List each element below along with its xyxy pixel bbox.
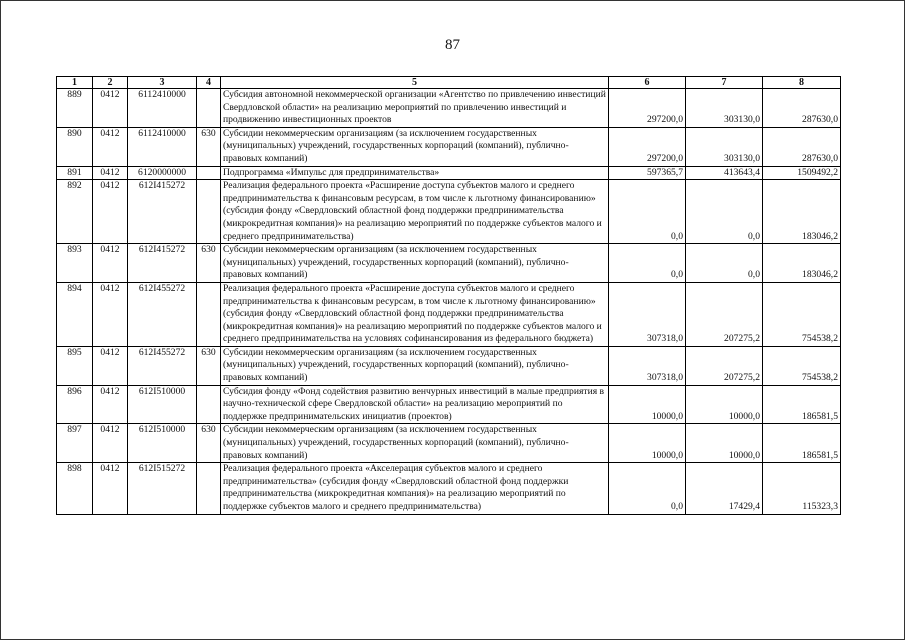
table-row — [57, 89, 841, 128]
amount-col8: 754538,2 — [763, 282, 841, 346]
section-code: 0412 — [93, 127, 128, 166]
row-number: 890 — [57, 127, 93, 166]
target-code: 612I515272 — [128, 463, 197, 514]
target-code: 612I455272 — [128, 346, 197, 385]
amount-col6: 297200,0 — [609, 89, 686, 128]
target-code: 612I455272 — [128, 282, 197, 346]
row-number: 893 — [57, 244, 93, 283]
column-header: 7 — [686, 77, 763, 89]
item-name: Субсидия фонду «Фонд содействия развитию венчурных инвестиций в малые предприятия в научно-технической сфере Свердловской области» на реализацию мероприятий по поддержке предпринимательских инициатив (проектов) — [221, 385, 609, 424]
table-row — [57, 166, 841, 180]
item-name: Реализация федерального проекта «Акселерация субъектов малого и среднего предпринимательства» (субсидия фонду «Свердловский областной фонд поддержки предпринимательства (микрокредитная компания)» на реализацию мероприятий по поддержке субъектов малого и среднего предпринимательства) — [221, 463, 609, 514]
expense-kind — [197, 89, 221, 128]
target-code: 6112410000 — [128, 89, 197, 128]
amount-col7: 303130,0 — [686, 127, 763, 166]
expense-kind — [197, 282, 221, 346]
section-code: 0412 — [93, 463, 128, 514]
table-row — [57, 127, 841, 166]
amount-col7: 303130,0 — [686, 89, 763, 128]
row-number: 895 — [57, 346, 93, 385]
target-code: 612I415272 — [128, 180, 197, 244]
expense-kind: 630 — [197, 424, 221, 463]
target-code: 612I510000 — [128, 424, 197, 463]
budget-table — [56, 76, 841, 515]
amount-col6: 0,0 — [609, 244, 686, 283]
amount-col8: 1509492,2 — [763, 166, 841, 180]
amount-col7: 207275,2 — [686, 346, 763, 385]
section-code: 0412 — [93, 244, 128, 283]
section-code: 0412 — [93, 424, 128, 463]
row-number: 891 — [57, 166, 93, 180]
expense-kind: 630 — [197, 244, 221, 283]
target-code: 6120000000 — [128, 166, 197, 180]
row-number: 898 — [57, 463, 93, 514]
expense-kind: 630 — [197, 346, 221, 385]
header-row — [57, 77, 841, 89]
column-header: 6 — [609, 77, 686, 89]
column-header: 5 — [221, 77, 609, 89]
section-code: 0412 — [93, 282, 128, 346]
row-number: 896 — [57, 385, 93, 424]
table-row — [57, 346, 841, 385]
amount-col8: 186581,5 — [763, 385, 841, 424]
amount-col8: 186581,5 — [763, 424, 841, 463]
item-name: Подпрограмма «Импульс для предпринимательства» — [221, 166, 609, 180]
item-name: Субсидии некоммерческим организациям (за исключением государственных (муниципальных) учреждений, государственных корпораций (компаний), публично-правовых компаний) — [221, 424, 609, 463]
target-code: 612I415272 — [128, 244, 197, 283]
table-row — [57, 244, 841, 283]
column-header: 4 — [197, 77, 221, 89]
expense-kind — [197, 180, 221, 244]
amount-col6: 0,0 — [609, 463, 686, 514]
amount-col7: 207275,2 — [686, 282, 763, 346]
amount-col8: 183046,2 — [763, 244, 841, 283]
expense-kind — [197, 385, 221, 424]
amount-col7: 10000,0 — [686, 385, 763, 424]
target-code: 612I510000 — [128, 385, 197, 424]
table-row — [57, 385, 841, 424]
page-number: 87 — [445, 37, 460, 53]
expense-kind — [197, 463, 221, 514]
column-header: 3 — [128, 77, 197, 89]
table-row — [57, 180, 841, 244]
amount-col6: 597365,7 — [609, 166, 686, 180]
amount-col6: 10000,0 — [609, 385, 686, 424]
item-name: Субсидии некоммерческим организациям (за исключением государственных (муниципальных) учреждений, государственных корпораций (компаний), публично-правовых компаний) — [221, 244, 609, 283]
item-name: Реализация федерального проекта «Расширение доступа субъектов малого и среднего предпринимательства к финансовым ресурсам, в том числе к льготному финансированию» (субсидия фонду «Свердловский областной фонд поддержки предпринимательства (микрокредитная компания)» на реализацию мероприятий по поддержке субъектов малого и среднего предпринимательства) — [221, 180, 609, 244]
amount-col8: 115323,3 — [763, 463, 841, 514]
item-name: Субсидии некоммерческим организациям (за исключением государственных (муниципальных) учреждений, государственных корпораций (компаний), публично-правовых компаний) — [221, 127, 609, 166]
amount-col6: 297200,0 — [609, 127, 686, 166]
amount-col7: 10000,0 — [686, 424, 763, 463]
column-header: 2 — [93, 77, 128, 89]
amount-col7: 0,0 — [686, 180, 763, 244]
amount-col8: 754538,2 — [763, 346, 841, 385]
section-code: 0412 — [93, 346, 128, 385]
section-code: 0412 — [93, 89, 128, 128]
amount-col8: 287630,0 — [763, 127, 841, 166]
amount-col6: 10000,0 — [609, 424, 686, 463]
row-number: 892 — [57, 180, 93, 244]
table-row — [57, 282, 841, 346]
expense-kind: 630 — [197, 127, 221, 166]
expense-kind — [197, 166, 221, 180]
target-code: 6112410000 — [128, 127, 197, 166]
amount-col7: 0,0 — [686, 244, 763, 283]
amount-col6: 0,0 — [609, 180, 686, 244]
item-name: Субсидия автономной некоммерческой организации «Агентство по привлечению инвестиций Свердловской области» на реализацию мероприятий по привлечению инвестиций и продвижению инвестиционных проектов — [221, 89, 609, 128]
amount-col6: 307318,0 — [609, 282, 686, 346]
amount-col6: 307318,0 — [609, 346, 686, 385]
table-row — [57, 463, 841, 514]
section-code: 0412 — [93, 180, 128, 244]
item-name: Субсидии некоммерческим организациям (за исключением государственных (муниципальных) учреждений, государственных корпораций (компаний), публично-правовых компаний) — [221, 346, 609, 385]
amount-col7: 17429,4 — [686, 463, 763, 514]
section-code: 0412 — [93, 166, 128, 180]
item-name: Реализация федерального проекта «Расширение доступа субъектов малого и среднего предпринимательства к финансовым ресурсам, в том числе к льготному финансированию» (субсидия фонду «Свердловский областной фонд поддержки предпринимательства (микрокредитная компания)» на реализацию мероприятий по поддержке субъектов малого и среднего предпринимательства на условиях софинансирования из федерального бюджета) — [221, 282, 609, 346]
row-number: 889 — [57, 89, 93, 128]
amount-col7: 413643,4 — [686, 166, 763, 180]
column-header: 8 — [763, 77, 841, 89]
column-header: 1 — [57, 77, 93, 89]
row-number: 894 — [57, 282, 93, 346]
amount-col8: 183046,2 — [763, 180, 841, 244]
table-row — [57, 424, 841, 463]
row-number: 897 — [57, 424, 93, 463]
section-code: 0412 — [93, 385, 128, 424]
amount-col8: 287630,0 — [763, 89, 841, 128]
